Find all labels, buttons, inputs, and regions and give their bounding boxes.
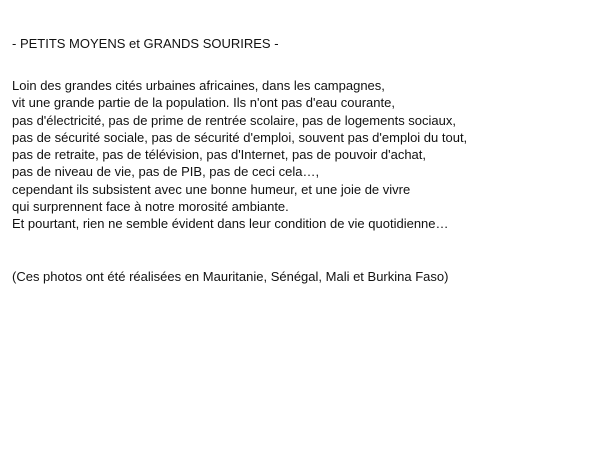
paragraph-line: pas d'électricité, pas de prime de rentrée scolaire, pas de logements sociaux, (12, 112, 456, 128)
document-title: - PETITS MOYENS et GRANDS SOURIRES - (12, 36, 279, 51)
document-footnote: (Ces photos ont été réalisées en Mauritanie, Sénégal, Mali et Burkina Faso) (12, 269, 449, 284)
paragraph-line: pas de retraite, pas de télévision, pas d'Internet, pas de pouvoir d'achat, (12, 147, 427, 163)
paragraph-line: vit une grande partie de la population. Ils n'ont pas d'eau courante, (12, 95, 395, 111)
paragraph-line: pas de niveau de vie, pas de PIB, pas de ceci cela…, (12, 164, 320, 180)
paragraph-line: cependant ils subsistent avec une bonne humeur, et une joie de vivre (12, 181, 411, 197)
document-paragraph (12, 77, 467, 233)
paragraph-line: pas de sécurité sociale, pas de sécurité d'emploi, souvent pas d'emploi du tout, (12, 129, 468, 145)
paragraph-line: Et pourtant, rien ne semble évident dans leur condition de vie quotidienne… (12, 216, 449, 232)
paragraph-line: Loin des grandes cités urbaines africaines, dans les campagnes, (12, 78, 385, 93)
paragraph-line: qui surprennent face à notre morosité ambiante. (12, 199, 289, 215)
